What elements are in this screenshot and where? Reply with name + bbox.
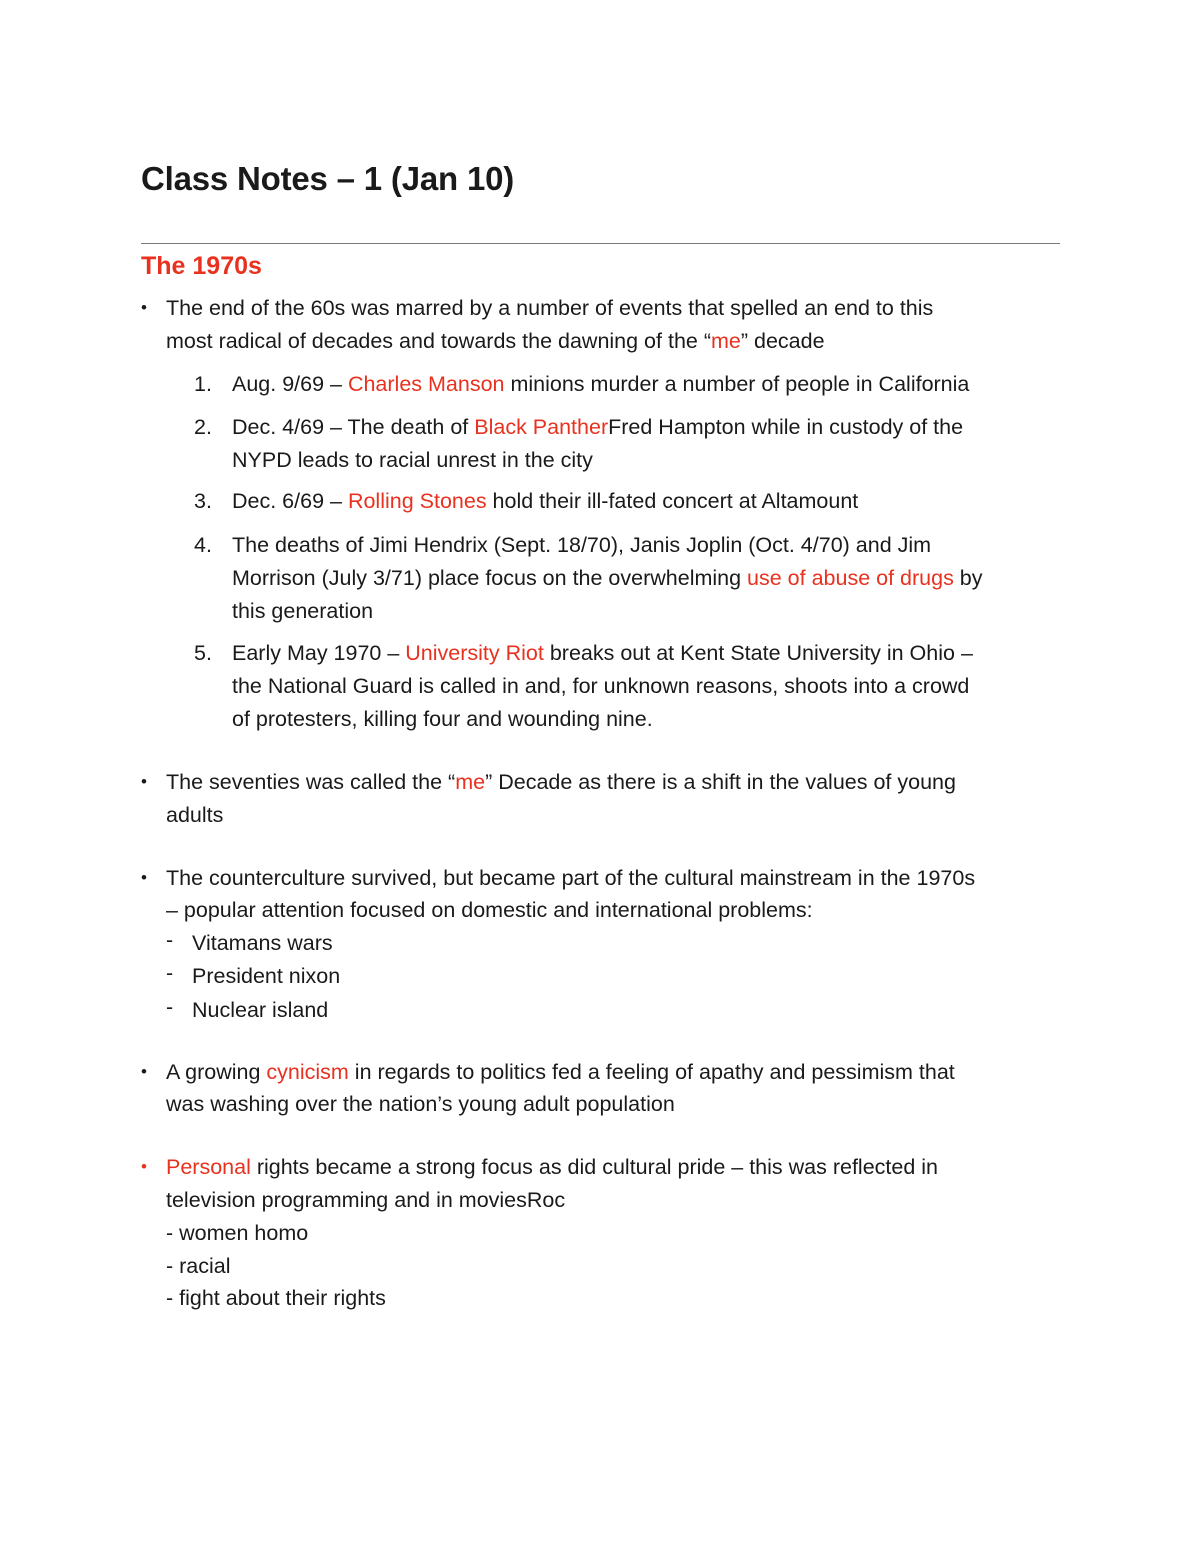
title-divider	[141, 243, 1060, 244]
sub-item: President nixon	[192, 964, 341, 988]
highlight-drugs: use of abuse of drugs	[747, 566, 954, 590]
bullet-marker: •	[141, 298, 147, 317]
highlight-black-panther: Black Panther	[474, 415, 609, 439]
section-heading: The 1970s	[141, 252, 262, 280]
bullet-marker: •	[141, 772, 147, 791]
event-number: 2.	[194, 415, 212, 439]
dash-marker: -	[166, 961, 174, 985]
highlight-personal: Personal	[166, 1155, 251, 1179]
event-5-line-2: the National Guard is called in and, for unknown reasons, shoots into a crowd	[232, 674, 970, 698]
bullet-marker: •	[141, 868, 147, 887]
highlight-me: me	[455, 770, 486, 794]
sub-item: - racial	[166, 1254, 231, 1278]
highlight-university-riot: University Riot	[405, 641, 544, 665]
event-4-line-3: this generation	[232, 599, 374, 623]
event-1-line-1: Aug. 9/69 – Charles Manson minions murder a number of people in California	[232, 372, 970, 396]
bullet-3-line-1: The counterculture survived, but became part of the cultural mainstream in the 1970s	[166, 866, 976, 890]
event-number: 3.	[194, 489, 212, 513]
event-3-line-1: Dec. 6/69 – Rolling Stones hold their ill-fated concert at Altamount	[232, 489, 859, 513]
bullet-2-line-2: adults	[166, 803, 224, 827]
highlight-rolling-stones: Rolling Stones	[347, 489, 487, 513]
sub-item: Nuclear island	[192, 998, 329, 1022]
dash-marker: -	[166, 995, 174, 1019]
bullet-4-line-2: was washing over the nation’s young adult population	[166, 1092, 675, 1116]
bullet-marker: •	[141, 1062, 147, 1081]
highlight-me: me	[711, 329, 741, 353]
bullet-4-line-1: A growing cynicism in regards to politics fed a feeling of apathy and pessimism that	[166, 1060, 955, 1084]
bullet-1-line-1: The end of the 60s was marred by a number of events that spelled an end to this	[166, 296, 934, 320]
bullet-5-line-2: television programming and in moviesRoc	[166, 1188, 566, 1212]
event-2-line-1: Dec. 4/69 – The death of Black PantherFred Hampton while in custody of the	[232, 415, 964, 439]
bullet-3-line-2: – popular attention focused on domestic and international problems:	[166, 898, 813, 922]
bullet-marker: •	[141, 1157, 147, 1176]
event-4-line-2: Morrison (July 3/71) place focus on the overwhelming use of abuse of drugs by	[232, 566, 983, 590]
highlight-charles-manson: Charles Manson	[347, 372, 505, 396]
dash-marker: -	[166, 928, 174, 952]
sub-item: - women homo	[166, 1221, 309, 1245]
sub-item: Vitamans wars	[192, 931, 333, 955]
event-5-line-1: Early May 1970 – University Riot breaks out at Kent State University in Ohio –	[232, 641, 973, 665]
bullet-2-line-1: The seventies was called the “me” Decade as there is a shift in the values of young	[166, 770, 956, 794]
sub-item: - fight about their rights	[166, 1286, 386, 1310]
event-5-line-3: of protesters, killing four and wounding nine.	[232, 707, 653, 731]
event-number: 5.	[194, 641, 212, 665]
page-title: Class Notes – 1 (Jan 10)	[141, 160, 515, 197]
event-number: 1.	[194, 372, 212, 396]
bullet-5-line-1: Personal rights became a strong focus as did cultural pride – this was reflected in	[166, 1155, 939, 1179]
event-2-line-2: NYPD leads to racial unrest in the city	[232, 448, 593, 472]
event-4-line-1: The deaths of Jimi Hendrix (Sept. 18/70), Janis Joplin (Oct. 4/70) and Jim	[232, 533, 932, 557]
highlight-cynicism: cynicism	[266, 1060, 349, 1084]
event-number: 4.	[194, 533, 212, 557]
bullet-1-line-2: most radical of decades and towards the dawning of the “me” decade	[166, 329, 825, 353]
